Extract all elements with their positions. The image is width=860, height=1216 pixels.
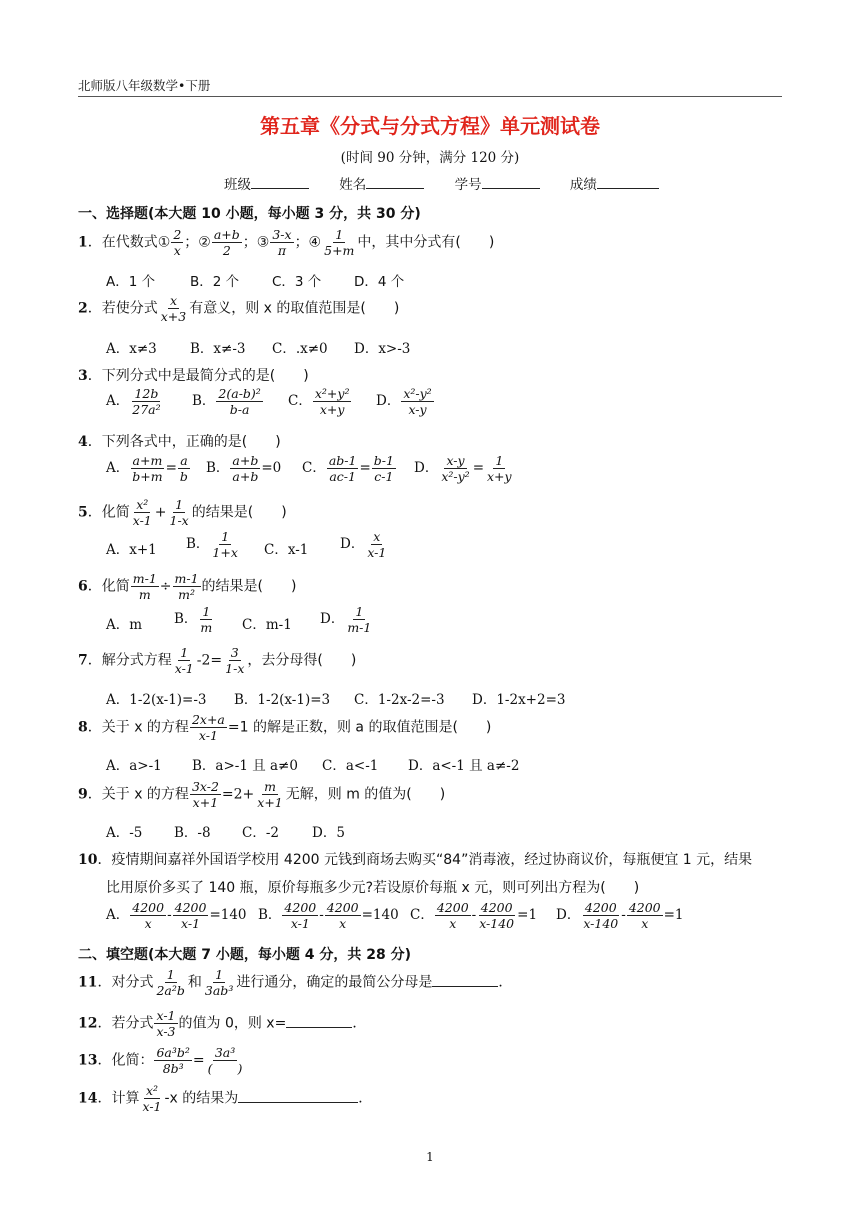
fraction xyxy=(477,900,516,931)
question-text: 下列分式中是最简分式的是( ) xyxy=(101,368,309,384)
numerator: 3x-2 xyxy=(191,779,219,794)
equals-sign: = xyxy=(165,460,177,476)
q2-option-a: A．x≠3 xyxy=(106,341,157,357)
question-text: 中，其中分式有( ) xyxy=(357,234,495,251)
denominator: a+b xyxy=(232,469,259,484)
question-1: 1．在代数式① $\frac{2}{x}$ ；② $\frac{a+b}{2}$ ；③ $\frac{3-x}{\pi}$ ；④ $\frac{1}{5+m}$ 中，其中分式有( ) xyxy=(78,227,495,258)
numerator: x xyxy=(169,293,178,308)
question-text: 的结果是( ) xyxy=(191,504,287,521)
fraction xyxy=(627,900,663,931)
denominator: x-1 xyxy=(290,916,310,931)
numerator: 4200 xyxy=(132,900,165,915)
denominator: x-1 xyxy=(367,545,387,560)
q2-option-b: B．x≠-3 xyxy=(190,341,246,357)
fraction xyxy=(154,1045,191,1076)
equation-middle: -2= xyxy=(196,652,223,669)
question-number: 9 xyxy=(78,786,88,803)
question-13: 13．化简： $\frac{\text{6a³b²}}{\text{8b³}}$ = $\frac{\text{3a³}}{( )}$ xyxy=(78,1045,243,1076)
option-label: D． xyxy=(556,907,581,923)
fraction xyxy=(325,900,361,931)
operator: + xyxy=(154,504,167,521)
question-text: 在代数式① xyxy=(101,234,171,251)
denominator: x xyxy=(449,916,457,931)
numerator: x² xyxy=(145,1083,159,1098)
fraction xyxy=(581,900,620,931)
answer-blank[interactable] xyxy=(432,972,498,987)
denominator: x-1 xyxy=(142,1099,162,1114)
denominator: x+1 xyxy=(257,795,283,810)
denominator: 1+x xyxy=(212,545,238,560)
q4-option-d xyxy=(414,453,515,484)
fraction xyxy=(435,900,471,931)
fraction xyxy=(190,712,227,743)
q1-option-b: B．2 个 xyxy=(190,274,240,290)
q9-option-a: A．-5 xyxy=(106,825,143,841)
option-label: A． xyxy=(106,460,130,476)
numerator: 1 xyxy=(495,453,504,468)
denominator: x-1 xyxy=(174,661,194,676)
option-label: D． xyxy=(376,393,401,409)
denominator: 27a² xyxy=(132,402,161,417)
denominator: x-3 xyxy=(156,1024,176,1039)
question-number: 5 xyxy=(78,504,88,521)
denominator: b+m xyxy=(132,469,163,484)
option-label: B． xyxy=(258,907,282,923)
question-number: 8 xyxy=(78,719,88,736)
denominator: x+3 xyxy=(160,309,187,324)
fraction xyxy=(216,386,262,417)
numerator: 1 xyxy=(355,604,364,619)
question-text: 若使分式 xyxy=(101,300,158,317)
q6-option-a: A．m xyxy=(106,617,143,633)
q7-option-a: A．1-2(x-1)=-3 xyxy=(106,692,207,708)
fraction xyxy=(130,386,162,417)
numerator: 2 xyxy=(173,227,182,242)
number-label: 学号 xyxy=(454,177,482,193)
q10-option-d xyxy=(556,900,684,931)
class-label: 班级 xyxy=(224,177,251,193)
q3-option-c xyxy=(288,386,352,417)
page-title: 第五章《分式与分式方程》单元测试卷 xyxy=(260,114,600,138)
answer-blank[interactable] xyxy=(286,1013,352,1028)
q2-option-d: D．x>-3 xyxy=(354,341,411,357)
question-text: ；② xyxy=(184,234,211,251)
q3-option-d xyxy=(376,386,435,417)
numerator: x²+y² xyxy=(314,386,350,401)
question-text: 若分式 xyxy=(111,1015,154,1032)
fraction xyxy=(230,453,260,484)
numerator: x² xyxy=(136,497,149,512)
fraction xyxy=(212,227,242,258)
fraction xyxy=(130,900,166,931)
header-rule xyxy=(78,96,782,97)
option-label: B． xyxy=(186,536,210,552)
option-label: A． xyxy=(106,907,130,923)
denominator: x²-y² xyxy=(441,469,470,484)
denominator: x xyxy=(339,916,347,931)
question-number: 11 xyxy=(78,974,98,991)
numerator: 1 xyxy=(215,967,224,982)
question-number: 10 xyxy=(78,852,98,868)
question-text: 无解，则 m 的值为( ) xyxy=(285,786,446,803)
option-label: D． xyxy=(340,536,365,552)
fraction xyxy=(131,497,154,528)
denominator: x-y xyxy=(408,402,427,417)
fraction xyxy=(327,453,359,484)
question-7: 7．解分式方程 $\frac{1}{x-1}$ -2= $\frac{3}{1-x}$ ，去分母得( ) xyxy=(78,645,357,676)
denominator: x+1 xyxy=(192,795,219,810)
q1-option-a: A．1 个 xyxy=(106,274,156,290)
fraction xyxy=(173,900,209,931)
question-text: 关于 x 的方程 xyxy=(101,719,189,736)
q6-option-d xyxy=(320,604,374,635)
q9-option-b: B．-8 xyxy=(174,825,211,841)
fraction xyxy=(270,227,293,258)
denominator: 8b³ xyxy=(162,1061,184,1076)
denominator: m-1 xyxy=(347,620,372,635)
equals-sign: = xyxy=(472,460,484,476)
fraction xyxy=(372,453,396,484)
numerator: 1 xyxy=(202,604,211,619)
question-number: 12 xyxy=(78,1015,98,1032)
denominator: m xyxy=(138,587,151,602)
q3-option-a xyxy=(106,386,164,417)
option-label: C． xyxy=(288,393,312,409)
numerator: 3a³ xyxy=(214,1045,236,1060)
numerator: 2x+a xyxy=(191,712,225,727)
fraction xyxy=(282,900,318,931)
denominator: 1-x xyxy=(169,513,189,528)
option-label: D． xyxy=(320,611,345,627)
fraction xyxy=(485,453,514,484)
denominator: 2a²b xyxy=(156,983,185,998)
option-label: A． xyxy=(106,393,130,409)
name-blank xyxy=(366,174,424,189)
q9-option-d: D．5 xyxy=(312,825,345,841)
q2-option-c: C．.x≠0 xyxy=(272,341,328,357)
question-text: 关于 x 的方程 xyxy=(101,786,189,803)
fraction xyxy=(401,386,433,417)
fraction xyxy=(154,1008,177,1039)
name-label: 姓名 xyxy=(339,177,367,193)
numerator: a xyxy=(180,453,188,468)
question-number: 3 xyxy=(78,368,88,384)
question-number: 4 xyxy=(78,434,88,450)
question-9: 9．关于 x 的方程 $\frac{3x-2}{x+1}$ =2+ $\frac{m}{x+1}$ 无解，则 m 的值为( ) xyxy=(78,779,446,810)
q8-option-d: D．a<-1 且 a≠-2 xyxy=(408,758,520,774)
fraction xyxy=(171,227,183,258)
option-label: D． xyxy=(414,460,439,476)
q10-option-a xyxy=(106,900,247,931)
question-14: 14．计算 $\frac{\text{x²}}{x-1}$ -x 的结果为 ． xyxy=(78,1083,373,1114)
equation-result: =140 xyxy=(209,907,247,923)
option-label: C． xyxy=(302,460,326,476)
equation-result: =1 xyxy=(517,907,538,923)
fraction xyxy=(345,604,373,635)
fraction xyxy=(178,453,190,484)
q4-option-a xyxy=(106,453,191,484)
numerator: x xyxy=(373,529,381,544)
question-10-line-2: 比用原价多买了 140 瓶，原价每瓶多少元?若设原价每瓶 x 元，则可列出方程为( ) xyxy=(106,880,640,896)
question-text: 进行通分，确定的最简公分母是 xyxy=(236,974,433,991)
equals-sign: = xyxy=(359,460,371,476)
fraction xyxy=(173,645,196,676)
question-number: 7 xyxy=(78,652,88,669)
fraction xyxy=(159,293,188,324)
numerator: 4200 xyxy=(174,900,207,915)
denominator: 5+m xyxy=(324,243,355,258)
question-text: ，去分母得( ) xyxy=(247,652,357,669)
fraction xyxy=(203,967,235,998)
question-5: 5．化简 $\frac{\text{x²}}{x-1}$ + $\frac{1}{1-x}$ 的结果是( ) xyxy=(78,497,287,528)
question-number: 6 xyxy=(78,578,88,595)
numerator: a+m xyxy=(132,453,163,468)
equation-result: =140 xyxy=(361,907,399,923)
answer-blank[interactable] xyxy=(238,1088,358,1103)
denominator: 3ab³ xyxy=(204,983,234,998)
question-number: 1 xyxy=(78,234,88,251)
question-11: 11．对分式 $\frac{1}{\text{2a²b}}$ 和 $\frac{1}{\text{3ab³}}$ 进行通分，确定的最简公分母是 ． xyxy=(78,967,513,998)
question-number: 14 xyxy=(78,1090,98,1107)
section-2-heading: 二、填空题(本大题 7 小题，每小题 4 分，共 28 分) xyxy=(78,947,412,963)
question-number: 13 xyxy=(78,1052,98,1069)
q5-option-b xyxy=(186,529,241,560)
numerator: 3-x xyxy=(272,227,292,242)
q10-option-b xyxy=(258,900,399,931)
question-text: 疫情期间嘉祥外国语学校用 4200 元钱到商场去购买“84”消毒液，经过协商议价，每瓶便宜 1 元，结果 xyxy=(111,852,753,868)
q7-option-b: B．1-2(x-1)=3 xyxy=(234,692,331,708)
question-text: 计算 xyxy=(111,1090,140,1107)
question-number: 2 xyxy=(78,300,88,317)
fraction xyxy=(154,967,186,998)
question-3: 3．下列分式中是最简分式的是( ) xyxy=(78,368,309,384)
numerator: 4200 xyxy=(480,900,513,915)
numerator: 1 xyxy=(335,227,344,242)
numerator: 3 xyxy=(230,645,239,660)
denominator: 2 xyxy=(222,243,231,258)
q8-option-a: A．a>-1 xyxy=(106,758,162,774)
question-text: -x 的结果为 xyxy=(164,1090,239,1107)
denominator: x+y xyxy=(487,469,512,484)
numerator: 1 xyxy=(221,529,230,544)
q7-option-c: C．1-2x-2=-3 xyxy=(354,692,445,708)
question-text: =1 的解是正数，则 a 的取值范围是( ) xyxy=(227,719,492,736)
denominator: c-1 xyxy=(374,469,394,484)
score-label: 成绩 xyxy=(569,177,597,193)
numerator: 12b xyxy=(134,386,159,401)
question-text: 对分式 xyxy=(111,974,154,991)
fraction xyxy=(168,497,191,528)
operator: - xyxy=(471,907,477,923)
class-blank xyxy=(251,174,309,189)
denominator: ac-1 xyxy=(329,469,356,484)
question-text: 的值为 0，则 x= xyxy=(178,1015,287,1032)
question-text: ；③ xyxy=(242,234,270,251)
question-12: 12．若分式 $\frac{x-1}{x-3}$ 的值为 0，则 x= ． xyxy=(78,1008,367,1039)
numerator: b-1 xyxy=(373,453,394,468)
denominator: x-1 xyxy=(132,513,152,528)
number-blank xyxy=(482,174,540,189)
option-label: B． xyxy=(206,460,230,476)
denominator: x-1 xyxy=(181,916,201,931)
fraction xyxy=(140,1083,163,1114)
operator: ÷ xyxy=(159,578,172,595)
answer-blank[interactable]: ( ) xyxy=(207,1061,243,1076)
question-text: 化简： xyxy=(111,1052,154,1069)
numerator: 1 xyxy=(166,967,175,982)
numerator: a+b xyxy=(213,227,240,242)
q3-option-b xyxy=(192,386,264,417)
q8-option-b: B．a>-1 且 a≠0 xyxy=(192,758,298,774)
fraction xyxy=(255,779,284,810)
q9-option-c: C．-2 xyxy=(242,825,279,841)
q5-option-a: A．x+1 xyxy=(106,542,157,558)
numerator: x²-y² xyxy=(403,386,432,401)
q10-option-c xyxy=(410,900,537,931)
fraction xyxy=(131,571,159,602)
numerator: ab-1 xyxy=(328,453,357,468)
q1-option-d: D．4 个 xyxy=(354,274,405,290)
equals-sign: = xyxy=(192,1052,205,1069)
denominator: x xyxy=(173,243,181,258)
question-text: 有意义，则 x 的取值范围是( ) xyxy=(189,300,400,317)
numerator: 4200 xyxy=(628,900,661,915)
q6-option-b xyxy=(174,604,215,635)
page-number: 1 xyxy=(426,1150,434,1164)
numerator: a+b xyxy=(232,453,259,468)
equation-middle: =2+ xyxy=(221,786,255,803)
operator: - xyxy=(319,907,324,923)
denominator: x+y xyxy=(319,402,345,417)
fraction xyxy=(198,604,214,635)
fraction xyxy=(313,386,352,417)
operator: - xyxy=(167,907,172,923)
denominator: π xyxy=(277,243,287,258)
numerator: x-y xyxy=(446,453,465,468)
denominator: x-1 xyxy=(198,728,218,743)
denominator: m² xyxy=(178,587,195,602)
q4-option-b xyxy=(206,453,281,484)
numerator: 1 xyxy=(175,497,184,512)
denominator: m xyxy=(200,620,213,635)
numerator: 4200 xyxy=(326,900,359,915)
q4-option-c xyxy=(302,453,397,484)
equation-result: =1 xyxy=(663,907,684,923)
q5-option-c: C．x-1 xyxy=(264,542,309,558)
q8-option-c: C．a<-1 xyxy=(322,758,379,774)
question-text: 化简 xyxy=(101,578,130,595)
question-text: 下列各式中，正确的是( ) xyxy=(101,434,281,450)
denominator: x-140 xyxy=(583,916,619,931)
numerator: 1 xyxy=(180,645,189,660)
fraction xyxy=(322,227,356,258)
numerator: x-1 xyxy=(156,1008,176,1023)
numerator: 4200 xyxy=(584,900,617,915)
question-10: 10．疫情期间嘉祥外国语学校用 4200 元钱到商场去购买“84”消毒液，经过协商议价，每瓶便宜 1 元，结果 xyxy=(78,852,753,868)
denominator: b xyxy=(179,469,188,484)
question-2: 2．若使分式 $\frac{x}{x+3}$ 有意义，则 x 的取值范围是( ) xyxy=(78,293,400,324)
numerator: m-1 xyxy=(132,571,157,586)
section-1-heading: 一、选择题(本大题 10 小题，每小题 3 分，共 30 分) xyxy=(78,206,421,222)
denominator: x-140 xyxy=(479,916,515,931)
fraction xyxy=(439,453,471,484)
numerator: 4200 xyxy=(284,900,317,915)
question-text: 和 xyxy=(187,974,202,991)
option-label: B． xyxy=(174,611,198,627)
fraction xyxy=(223,645,246,676)
q5-option-d xyxy=(340,529,389,560)
fraction xyxy=(130,453,164,484)
question-4: 4．下列各式中，正确的是( ) xyxy=(78,434,281,450)
score-blank xyxy=(597,174,659,189)
numerator: m-1 xyxy=(174,571,199,586)
option-label: B． xyxy=(192,393,216,409)
equals-sign: =0 xyxy=(261,460,282,476)
document-header: 北师版八年级数学•下册 xyxy=(78,78,211,93)
fraction xyxy=(190,779,221,810)
q1-option-c: C．3 个 xyxy=(272,274,322,290)
fraction xyxy=(206,1045,245,1076)
numerator: 4200 xyxy=(436,900,469,915)
question-text: 化简 xyxy=(101,504,130,521)
question-6: 6．化简 $\frac{m-1}{m}$ ÷ $\frac{m-1}{\text{m²}}$ 的结果是( ) xyxy=(78,571,297,602)
denominator: x xyxy=(641,916,649,931)
question-text: 的结果是( ) xyxy=(201,578,297,595)
question-text: 解分式方程 xyxy=(101,652,172,669)
operator: - xyxy=(621,907,626,923)
page-subtitle: (时间 90 分钟，满分 120 分) xyxy=(340,150,520,166)
info-row xyxy=(224,173,659,193)
numerator: m xyxy=(264,779,276,794)
q6-option-c: C．m-1 xyxy=(242,617,292,633)
fraction xyxy=(173,571,201,602)
denominator: x xyxy=(144,916,152,931)
numerator: 2(a-b)² xyxy=(218,386,261,401)
option-label: C． xyxy=(410,907,434,923)
q7-option-d: D．1-2x+2=3 xyxy=(472,692,566,708)
numerator: 6a³b² xyxy=(156,1045,190,1060)
fraction xyxy=(365,529,388,560)
question-text: ；④ xyxy=(294,234,322,251)
denominator: 1-x xyxy=(225,661,245,676)
question-8: 8．关于 x 的方程 $\frac{2x+a}{x-1}$ =1 的解是正数，则 a 的取值范围是( ) xyxy=(78,712,492,743)
fraction xyxy=(210,529,239,560)
denominator: b-a xyxy=(229,402,250,417)
